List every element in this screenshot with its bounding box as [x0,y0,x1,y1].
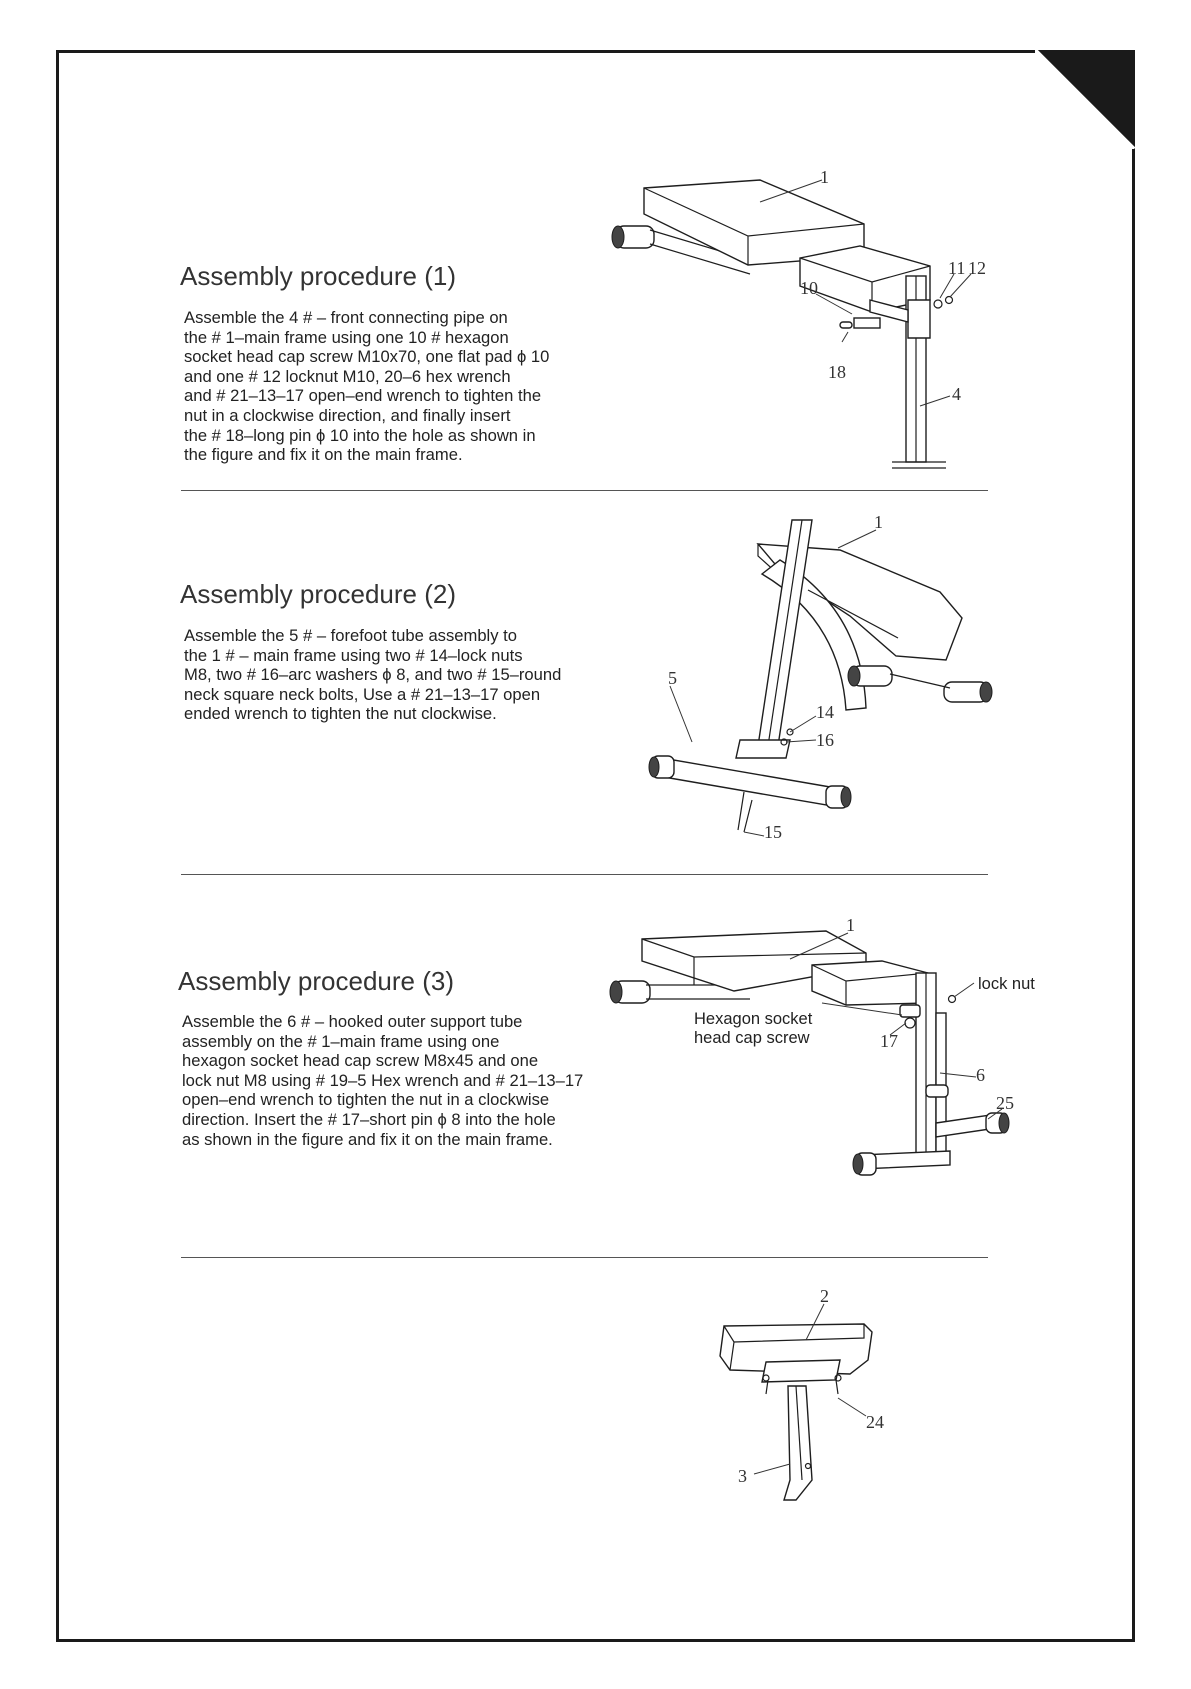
step-1-line: and # 21–13–17 open–end wrench to tighten the [184,386,542,406]
step-4-diagram [700,1280,960,1520]
step-3-description [182,1012,583,1149]
step-3-diagram [610,895,1070,1205]
step-3-title: Assembly procedure (3) [178,966,454,996]
step-2-line: the 1 # – main frame using two # 14–lock nuts [184,645,523,665]
section-divider [181,490,988,491]
callout-3: 3 [738,1466,747,1486]
step-3-line: as shown in the figure and fix it on the main frame. [182,1129,553,1149]
step-2-line: Assemble the 5 # – forefoot tube assembly to [184,626,517,645]
step-2-description [184,626,561,724]
callout-2: 2 [820,1286,829,1306]
step-3-line: hexagon socket head cap screw M8x45 and one [182,1051,539,1071]
step-1-line: the # 1–main frame using one 10 # hexagon [184,327,509,347]
step-2-line: M8, two # 16–arc washers ϕ 8, and two # 15–round [184,665,562,685]
step-3-line: assembly on the # 1–main frame using one [182,1031,500,1051]
step-3-line: direction. Insert the # 17–short pin ϕ 8 into the hole [182,1109,556,1129]
callout-1: 1 [820,167,829,187]
step-3-line: Assemble the 6 # – hooked outer support tube [182,1012,523,1031]
callout-hex-screw-line2: head cap screw [694,1029,810,1047]
page-corner-mark [1035,49,1135,149]
step-1-line: the figure and fix it on the main frame. [184,445,463,465]
callout-6: 6 [976,1065,985,1085]
callout-18: 18 [828,362,846,382]
step-1-line: socket head cap screw M10x70, one flat pad ϕ 10 [184,347,550,367]
callout-4: 4 [952,384,961,404]
callout-1: 1 [846,915,855,935]
step-1-line: nut in a clockwise direction, and finally insert [184,405,511,425]
callout-lock-nut: lock nut [978,975,1035,993]
step-1-title: Assembly procedure (1) [180,261,456,291]
callout-hex-screw-line1: Hexagon socket [694,1010,813,1028]
step-1-line: the # 18–long pin ϕ 10 into the hole as shown in [184,425,536,445]
callout-10: 10 [800,278,818,298]
callout-25: 25 [996,1093,1014,1113]
callout-5: 5 [668,668,677,688]
callout-1: 1 [874,512,883,532]
step-3-line: open–end wrench to tighten the nut in a clockwise [182,1090,550,1110]
step-3-line: lock nut M8 using # 19–5 Hex wrench and # 21–13–17 [182,1070,584,1090]
step-2-line: ended wrench to tighten the nut clockwise. [184,704,497,724]
callout-11: 11 [948,258,966,278]
section-divider [181,874,988,875]
step-1-diagram [600,167,1000,480]
section-divider [181,1257,988,1258]
callout-17: 17 [880,1031,898,1051]
step-1-description [184,308,549,465]
callout-24: 24 [866,1412,884,1432]
step-1-line: Assemble the 4 # – front connecting pipe on [184,308,508,327]
step-2-title: Assembly procedure (2) [180,579,456,609]
step-2-line: neck square neck bolts, Use a # 21–13–17 open [184,684,541,704]
callout-15: 15 [764,822,782,842]
step-1-line: and one # 12 locknut M10, 20–6 hex wrench [184,366,511,386]
callout-12: 12 [968,258,986,278]
callout-16: 16 [816,730,834,750]
callout-14: 14 [816,702,834,722]
step-2-diagram [640,510,1000,840]
